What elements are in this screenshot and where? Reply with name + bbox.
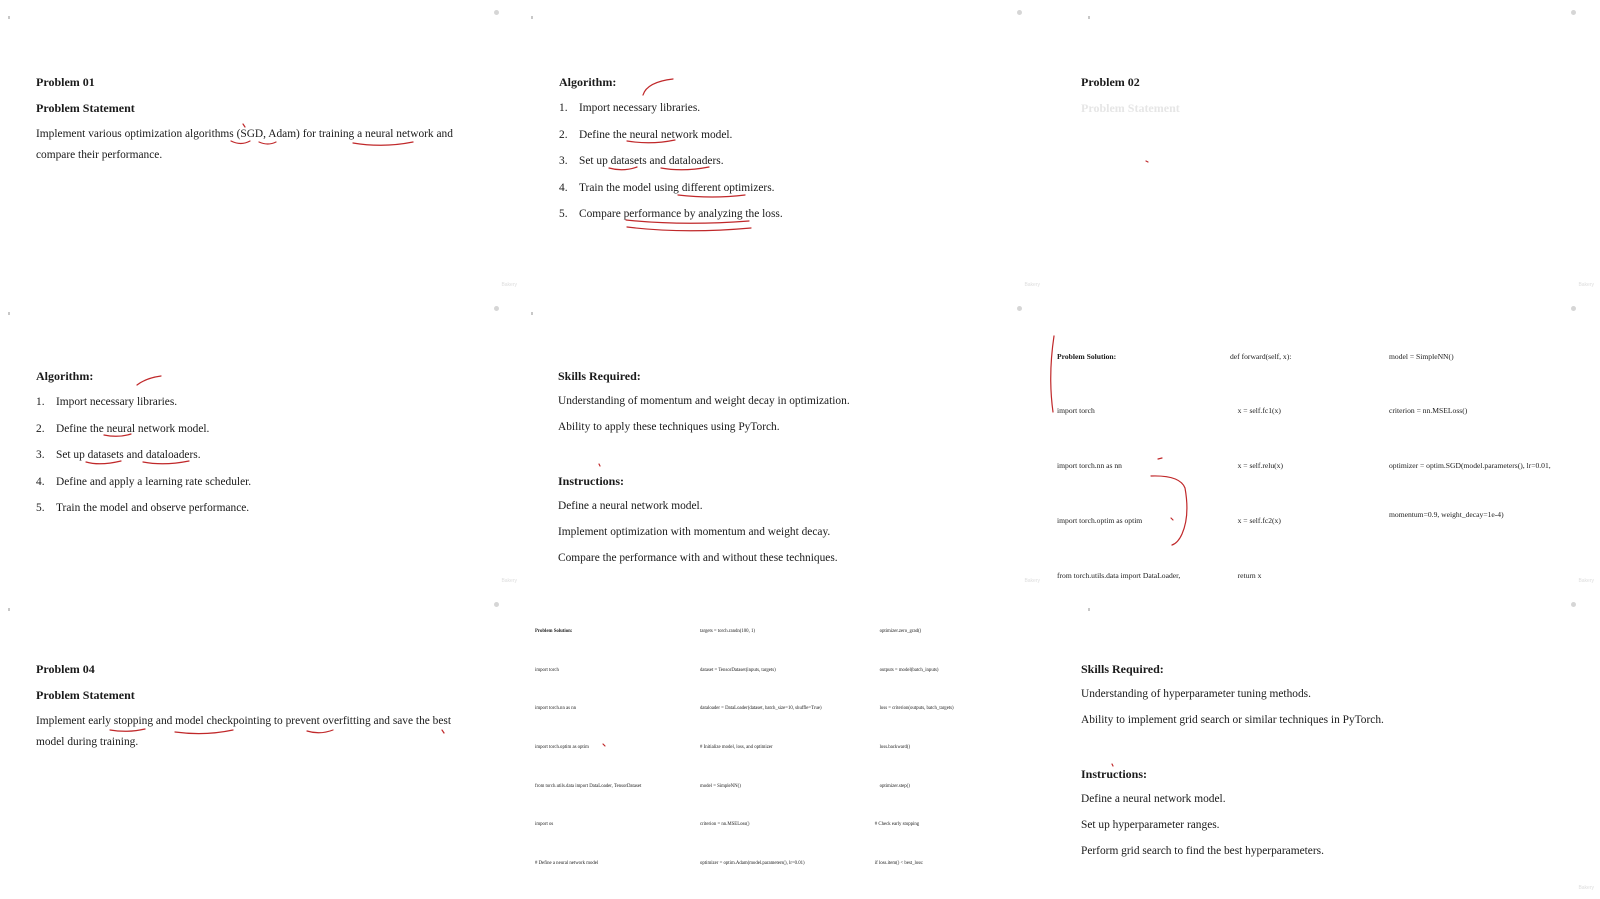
code-column-1 bbox=[535, 600, 641, 899]
list-item: 5. Train the model and observe performance. bbox=[36, 502, 250, 514]
instructions-title: Instructions: bbox=[558, 474, 625, 488]
code-line: x = self.relu(x) bbox=[1230, 461, 1283, 471]
code-line: outputs = model(batch_inputs) bbox=[870, 667, 939, 673]
code-line: model = SimpleNN() bbox=[700, 783, 741, 789]
code-line: import torch bbox=[535, 667, 559, 673]
code-line: x = self.fc1(x) bbox=[1230, 406, 1281, 416]
instruction-item: Set up hyperparameter ranges. bbox=[1081, 819, 1220, 831]
code-line: from torch.utils.data import DataLoader, bbox=[1057, 571, 1181, 581]
corner-mark bbox=[494, 602, 499, 607]
code-line: x = self.fc2(x) bbox=[1230, 516, 1281, 526]
ink-annotations bbox=[1046, 0, 1600, 296]
skill-item: Ability to implement grid search or similar techniques in PyTorch. bbox=[1081, 714, 1384, 726]
corner-mark bbox=[1571, 306, 1576, 311]
code-line: return x bbox=[1230, 571, 1262, 581]
slide-problem-solution-02[interactable] bbox=[1046, 296, 1600, 592]
corner-mark bbox=[8, 312, 10, 315]
code-line: optimizer.zero_grad() bbox=[870, 628, 922, 634]
code-line: if loss.item() < best_loss: bbox=[870, 861, 924, 867]
code-line: momentum=0.9, weight_decay=1e-4) bbox=[1389, 509, 1504, 519]
code-line: Problem Solution: bbox=[1057, 351, 1117, 361]
corner-mark bbox=[531, 312, 533, 315]
corner-mark bbox=[1571, 10, 1576, 15]
slide-subtitle: Problem Statement bbox=[1081, 101, 1180, 115]
corner-mark bbox=[1017, 306, 1022, 311]
list-item: 3. Set up datasets and dataloaders. bbox=[36, 449, 201, 461]
algorithm-steps bbox=[559, 101, 783, 234]
code-line bbox=[1389, 558, 1551, 576]
code-line: criterion = nn.MSELoss() bbox=[1389, 406, 1468, 416]
code-column-1 bbox=[1057, 311, 1180, 592]
watermark: Bakery bbox=[1578, 282, 1594, 288]
list-item: 5. Compare performance by analyzing the loss. bbox=[559, 208, 783, 220]
code-line: dataloader = DataLoader(dataset, batch_size=10, shuffle=True) bbox=[700, 706, 822, 712]
code-line: # Define a neural network model bbox=[535, 861, 599, 867]
instruction-item: Compare the performance with and without these techniques. bbox=[558, 552, 838, 564]
watermark: Bakery bbox=[1024, 282, 1040, 288]
list-item: 4. Define and apply a learning rate scheduler. bbox=[36, 475, 252, 488]
corner-mark bbox=[531, 16, 533, 19]
slide-problem-01[interactable] bbox=[0, 0, 523, 296]
list-item: 1. Import necessary libraries. bbox=[36, 396, 178, 408]
code-column-2 bbox=[700, 600, 822, 899]
slide-algorithm-02[interactable] bbox=[0, 296, 523, 592]
code-line: from torch.utils.data import DataLoader, TensorDataset bbox=[535, 783, 642, 789]
skills-title: Skills Required: bbox=[1081, 662, 1164, 676]
instructions-title: Instructions: bbox=[1081, 767, 1148, 781]
watermark: Bakery bbox=[1024, 578, 1040, 584]
slide-problem-02[interactable] bbox=[1046, 0, 1600, 296]
code-line: import os bbox=[535, 822, 554, 828]
corner-mark bbox=[1017, 10, 1022, 15]
problem-statement: Implement early stopping and model checkpointing to prevent overfitting and save the best model during training. bbox=[36, 715, 452, 748]
algorithm-steps bbox=[36, 395, 251, 528]
skill-item: Understanding of momentum and weight decay in optimization. bbox=[558, 395, 850, 407]
slide-subtitle: Problem Statement bbox=[36, 688, 135, 702]
instruction-item: Define a neural network model. bbox=[1081, 793, 1226, 805]
code-line: optimizer = optim.SGD(model.parameters(), lr=0.01, bbox=[1389, 461, 1551, 471]
list-item: 2. Define the neural network model. bbox=[36, 422, 210, 435]
code-line: import torch bbox=[1057, 406, 1095, 416]
list-item: 2. Define the neural network model. bbox=[559, 128, 733, 141]
code-line: import torch.optim as optim bbox=[1057, 516, 1143, 526]
slide-title: Algorithm: bbox=[559, 75, 617, 89]
corner-mark bbox=[1088, 16, 1090, 19]
corner-mark bbox=[1088, 608, 1090, 611]
instruction-item: Perform grid search to find the best hyperparameters. bbox=[1081, 845, 1324, 857]
instruction-item: Implement optimization with momentum and weight decay. bbox=[558, 526, 831, 538]
list-item: 1. Import necessary libraries. bbox=[559, 102, 701, 114]
corner-mark bbox=[494, 10, 499, 15]
code-line: dataset = TensorDataset(inputs, targets) bbox=[700, 667, 776, 673]
list-item: 4. Train the model using different optimizers. bbox=[559, 181, 775, 194]
slide-title: Problem 04 bbox=[36, 662, 95, 676]
corner-mark bbox=[1571, 602, 1576, 607]
skill-item: Ability to apply these techniques using PyTorch. bbox=[558, 421, 780, 433]
code-line: def forward(self, x): bbox=[1230, 351, 1292, 361]
problem-statement: Implement various optimization algorithms (SGD, Adam) for training a neural network and compare their performance. bbox=[36, 128, 453, 161]
watermark: Bakery bbox=[1578, 578, 1594, 584]
corner-mark bbox=[8, 608, 10, 611]
code-line: # Initialize model, loss, and optimizer bbox=[700, 744, 773, 750]
code-line: optimizer.step() bbox=[870, 783, 910, 789]
slide-problem-04[interactable] bbox=[0, 592, 523, 899]
code-column-3 bbox=[870, 600, 1027, 899]
slide-problem-solution-04[interactable] bbox=[523, 592, 1046, 899]
code-line: import torch.nn as nn bbox=[1057, 461, 1122, 471]
skill-item: Understanding of hyperparameter tuning methods. bbox=[1081, 688, 1311, 700]
slide-title: Problem 02 bbox=[1081, 75, 1140, 89]
code-line: loss.backward() bbox=[870, 744, 911, 750]
instruction-item: Define a neural network model. bbox=[558, 500, 703, 512]
list-item: 3. Set up datasets and dataloaders. bbox=[559, 155, 724, 167]
code-line: import torch.optim as optim bbox=[535, 744, 589, 750]
slide-title: Algorithm: bbox=[36, 369, 94, 383]
skills-title: Skills Required: bbox=[558, 369, 641, 383]
code-line: Problem Solution: bbox=[535, 628, 573, 634]
code-line: # Check early stopping bbox=[870, 822, 920, 828]
code-line: criterion = nn.MSELoss() bbox=[700, 822, 750, 828]
code-line: optimizer = optim.Adam(model.parameters(), lr=0.01) bbox=[700, 861, 805, 867]
code-line: loss = criterion(outputs, batch_targets) bbox=[870, 706, 954, 712]
code-column-2 bbox=[1230, 311, 1379, 592]
watermark: Bakery bbox=[501, 282, 517, 288]
slide-title: Problem 01 bbox=[36, 75, 95, 89]
code-column-3 bbox=[1389, 311, 1551, 592]
code-line: import torch.nn as nn bbox=[535, 706, 577, 712]
slide-skills-instructions-04[interactable] bbox=[1046, 592, 1600, 899]
code-line: targets = torch.randn(100, 1) bbox=[700, 628, 755, 634]
slide-skills-instructions-01[interactable] bbox=[523, 296, 1046, 592]
corner-mark bbox=[494, 306, 499, 311]
corner-mark bbox=[8, 16, 10, 19]
slide-algorithm-01[interactable] bbox=[523, 0, 1046, 296]
slide-subtitle: Problem Statement bbox=[36, 101, 135, 115]
watermark: Bakery bbox=[501, 578, 517, 584]
code-line: model = SimpleNN() bbox=[1389, 351, 1454, 361]
watermark: Bakery bbox=[1578, 885, 1594, 891]
